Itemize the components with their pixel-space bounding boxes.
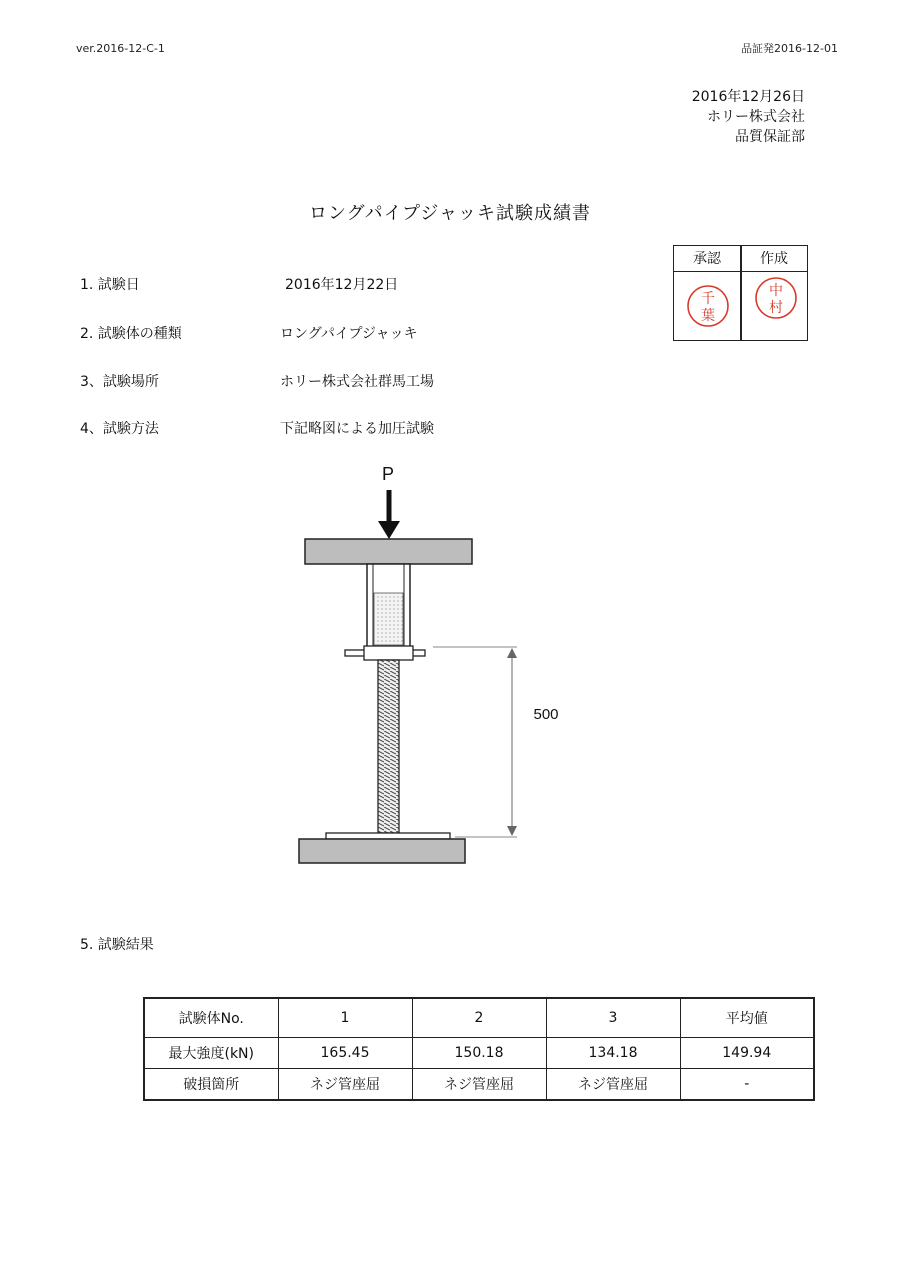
issuer-block <box>692 87 805 147</box>
item-value-specimen-type: ロングパイプジャッキ <box>280 326 418 342</box>
header-cell: 2 <box>412 998 546 1038</box>
results-section-label: 5. 試験結果 <box>80 937 154 953</box>
create-seal-char-1: 中 <box>769 283 783 299</box>
item-value-test-location: ホリー株式会社群馬工場 <box>280 374 434 390</box>
issue-date: 2016年12月26日 <box>691 89 805 105</box>
version-code: ver.2016-12-C-1 <box>76 42 165 55</box>
header-cell: 試験体No. <box>144 998 278 1038</box>
item-label-specimen-type: 2. 試験体の種類 <box>80 326 182 342</box>
table-cell: 149.94 <box>680 1038 814 1069</box>
table-cell: 165.45 <box>278 1038 412 1069</box>
load-arrow <box>378 490 400 539</box>
dimension-line <box>433 647 517 837</box>
create-label: 作成 <box>741 246 807 272</box>
base-plate <box>326 833 450 839</box>
header-cell: 平均値 <box>680 998 814 1038</box>
row-label: 最大強度(kN) <box>144 1038 278 1069</box>
document-code: 品証発2016-12-01 <box>741 42 838 55</box>
load-label: P <box>381 464 395 484</box>
header-cell: 1 <box>278 998 412 1038</box>
table-cell: 150.18 <box>412 1038 546 1069</box>
item-value-test-date: 2016年12月22日 <box>285 277 399 293</box>
seal-area <box>674 272 806 340</box>
adjust-nut <box>345 646 425 660</box>
company-name: ホリー株式会社 <box>707 109 805 125</box>
top-plate <box>305 539 472 564</box>
document-title: ロングパイプジャッキ試験成績書 <box>309 203 591 224</box>
threaded-rod <box>378 660 399 833</box>
create-seal <box>756 278 796 318</box>
approval-stamp-box <box>673 245 808 341</box>
table-cell: ネジ管座屈 <box>412 1069 546 1101</box>
table-row <box>144 1069 814 1101</box>
jack-diagram <box>0 455 900 875</box>
bottom-plate <box>299 839 465 863</box>
item-value-test-method: 下記略図による加圧試験 <box>280 421 434 437</box>
department-name: 品質保証部 <box>735 129 805 145</box>
dimension-label: 500 <box>533 706 559 723</box>
table-cell: - <box>680 1069 814 1101</box>
approve-label: 承認 <box>674 246 740 272</box>
row-label: 破損箇所 <box>144 1069 278 1101</box>
results-table <box>143 997 815 1101</box>
approve-seal-char-1: 千 <box>701 291 715 307</box>
item-label-test-date: 1. 試験日 <box>80 277 140 293</box>
approve-seal-char-2: 葉 <box>701 308 715 324</box>
table-cell: ネジ管座屈 <box>546 1069 680 1101</box>
header-cell: 3 <box>546 998 680 1038</box>
create-seal-char-2: 村 <box>769 300 783 316</box>
outer-pipe <box>367 564 410 650</box>
table-header-row <box>144 998 814 1038</box>
table-row <box>144 1038 814 1069</box>
item-label-test-location: 3、試験場所 <box>80 374 159 390</box>
table-cell: 134.18 <box>546 1038 680 1069</box>
approve-seal <box>688 286 728 326</box>
item-label-test-method: 4、試験方法 <box>80 421 159 437</box>
table-cell: ネジ管座屈 <box>278 1069 412 1101</box>
